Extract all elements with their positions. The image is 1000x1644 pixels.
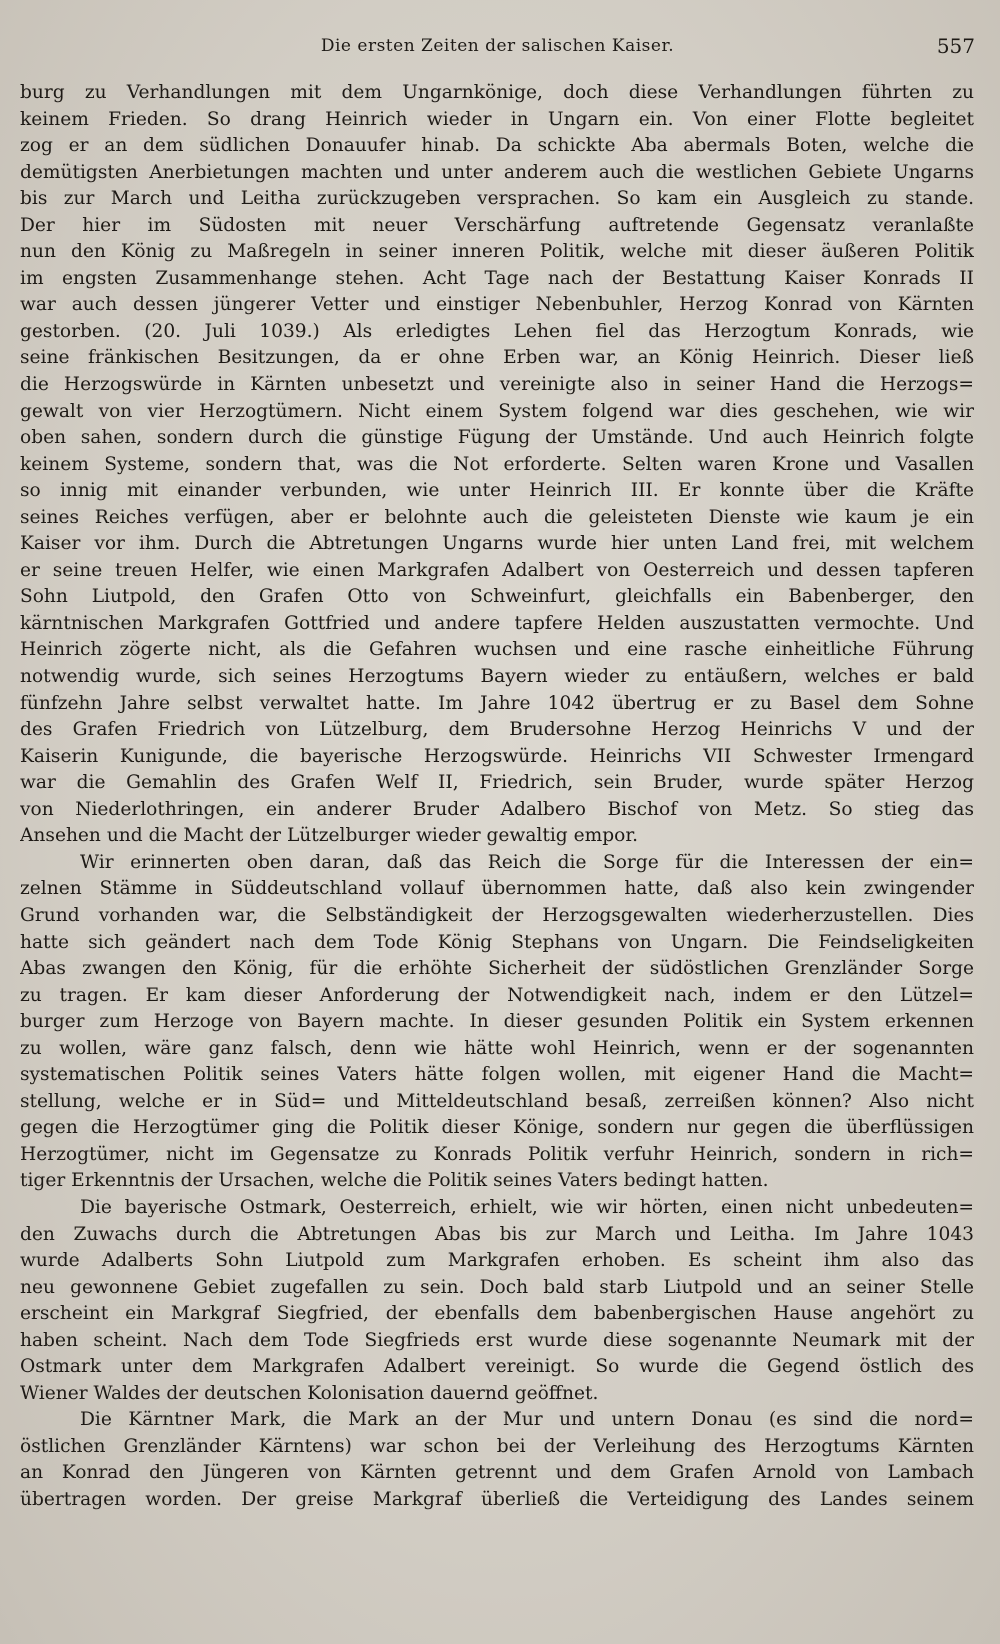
text-line: Heinrich zögerte nicht, als die Gefahren wuchsen und eine rasche einheitliche Führung — [20, 639, 974, 661]
text-line: systematischen Politik seines Vaters hätte folgen wollen, mit eigener Hand die Macht= — [20, 1064, 974, 1086]
text-line: des Grafen Friedrich von Lützelburg, dem Brudersohne Herzog Heinrichs V und der — [20, 719, 974, 741]
body-text — [20, 80, 974, 1514]
text-line: haben scheint. Nach dem Tode Siegfrieds erst wurde diese sogenannte Neumark mit der — [20, 1329, 974, 1351]
text-line: so innig mit einander verbunden, wie unter Heinrich III. Er konnte über die Kräfte — [20, 480, 974, 502]
text-line: Sohn Liutpold, den Grafen Otto von Schweinfurt, gleichfalls ein Babenberger, den — [20, 586, 974, 608]
text-line: zelnen Stämme in Süddeutschland vollauf übernommen hatte, daß also kein zwingender — [20, 878, 974, 900]
paragraph — [20, 80, 974, 850]
paragraph — [20, 1195, 974, 1407]
text-line: Wir erinnerten oben daran, daß das Reich die Sorge für die Interessen der ein= — [80, 851, 974, 873]
text-line: Grund vorhanden war, die Selbständigkeit der Herzogsgewalten wiederherzustellen. Dies — [20, 904, 974, 926]
text-line: gestorben. (20. Juli 1039.) Als erledigtes Lehen fiel das Herzogtum Konrads, wie — [20, 320, 974, 342]
text-line: gegen die Herzogtümer ging die Politik dieser Könige, sondern nur gegen die überflüssigen — [20, 1117, 974, 1139]
text-line: die Herzogswürde in Kärnten unbesetzt und vereinigte also in seiner Hand die Herzogs= — [20, 374, 974, 396]
text-line: von Niederlothringen, ein anderer Bruder Adalbero Bischof von Metz. So stieg das — [20, 798, 974, 820]
text-line: burg zu Verhandlungen mit dem Ungarnkönige, doch diese Verhandlungen führten zu — [20, 82, 974, 103]
text-line: seines Reiches verfügen, aber er belohnte auch die geleisteten Dienste wie kaum je ein — [20, 506, 974, 528]
text-line: keinem Frieden. So drang Heinrich wieder in Ungarn ein. Von einer Flotte begleitet — [20, 108, 974, 130]
text-line: Die Kärntner Mark, die Mark an der Mur und untern Donau (es sind die nord= — [80, 1409, 974, 1431]
text-line: zu wollen, wäre ganz falsch, denn wie hätte wohl Heinrich, wenn er der sogenannten — [20, 1037, 974, 1059]
text-line: hatte sich geändert nach dem Tode König Stephans von Ungarn. Die Feindseligkeiten — [20, 931, 974, 953]
text-line: oben sahen, sondern durch die günstige Fügung der Umstände. Und auch Heinrich folgte — [20, 427, 974, 449]
text-line: bis zur March und Leitha zurückzugeben versprachen. So kam ein Ausgleich zu stande. — [20, 188, 974, 210]
text-line: demütigsten Anerbietungen machten und unter anderem auch die westlichen Gebiete Ungarns — [20, 161, 974, 183]
text-line: seine fränkischen Besitzungen, da er ohne Erben war, an König Heinrich. Dieser ließ — [20, 347, 974, 369]
text-line: Die bayerische Ostmark, Oesterreich, erhielt, wie wir hörten, einen nicht unbedeuten= — [80, 1196, 974, 1218]
text-line: zu tragen. Er kam dieser Anforderung der Notwendigkeit nach, indem er den Lützel= — [20, 984, 974, 1006]
text-line: war die Gemahlin des Grafen Welf II, Friedrich, sein Bruder, wurde später Herzog — [20, 772, 974, 794]
text-line: Wiener Waldes der deutschen Kolonisation dauernd geöffnet. — [20, 1382, 599, 1404]
paragraph — [20, 850, 974, 1195]
text-line: tiger Erkenntnis der Ursachen, welche die Politik seines Vaters bedingt hatten. — [20, 1170, 769, 1192]
text-line: fünfzehn Jahre selbst verwaltet hatte. Im Jahre 1042 übertrug er zu Basel dem Sohne — [20, 692, 974, 714]
text-line: kärntnischen Markgrafen Gottfried und andere tapfere Helden auszustatten vermochte. Und — [20, 612, 974, 634]
page-number: 557 — [936, 34, 975, 58]
text-line: Abas zwangen den König, für die erhöhte Sicherheit der südöstlichen Grenzländer Sorge — [20, 958, 974, 980]
text-line: übertragen worden. Der greise Markgraf überließ die Verteidigung des Landes seinem — [20, 1488, 974, 1510]
text-line: Herzogtümer, nicht im Gegensatze zu Konrads Politik verfuhr Heinrich, sondern in rich= — [20, 1143, 974, 1165]
text-line: zog er an dem südlichen Donauufer hinab. Da schickte Aba abermals Boten, welche die — [20, 135, 974, 157]
text-line: keinem Systeme, sondern that, was die Not erforderte. Selten waren Krone und Vasallen — [20, 453, 974, 475]
text-line: Der hier im Südosten mit neuer Verschärfung auftretende Gegensatz veranlaßte — [20, 214, 974, 236]
text-line: östlichen Grenzländer Kärntens) war schon bei der Verleihung des Herzogtums Kärnten — [20, 1435, 974, 1457]
page-header — [20, 30, 975, 64]
text-line: an Konrad den Jüngeren von Kärnten getrennt und dem Grafen Arnold von Lambach — [20, 1462, 974, 1484]
text-line: Ostmark unter dem Markgrafen Adalbert vereinigt. So wurde die Gegend östlich des — [20, 1356, 974, 1378]
text-line: im engsten Zusammenhange stehen. Acht Tage nach der Bestattung Kaiser Konrads II — [20, 267, 974, 289]
text-line: gewalt von vier Herzogtümern. Nicht einem System folgend war dies geschehen, wie wir — [20, 400, 974, 422]
text-line: den Zuwachs durch die Abtretungen Abas bis zur March und Leitha. Im Jahre 1043 — [20, 1223, 974, 1245]
text-line: notwendig wurde, sich seines Herzogtums Bayern wieder zu entäußern, welches er bald — [20, 666, 974, 688]
text-line: Kaiserin Kunigunde, die bayerische Herzogswürde. Heinrichs VII Schwester Irmengard — [20, 745, 974, 767]
text-line: er seine treuen Helfer, wie einen Markgrafen Adalbert von Oesterreich und dessen tapferen — [20, 559, 974, 581]
text-line: erscheint ein Markgraf Siegfried, der ebenfalls dem babenbergischen Hause angehört zu — [20, 1303, 974, 1325]
text-line: Ansehen und die Macht der Lützelburger wieder gewaltig empor. — [20, 825, 639, 847]
text-line: stellung, welche er in Süd= und Mitteldeutschland besaß, zerreißen können? Also nicht — [20, 1090, 974, 1112]
text-line: burger zum Herzoge von Bayern machte. In dieser gesunden Politik ein System erkennen — [20, 1011, 974, 1033]
text-line: neu gewonnene Gebiet zugefallen zu sein. Doch bald starb Liutpold und an seiner Stelle — [20, 1276, 974, 1298]
running-title: Die ersten Zeiten der salischen Kaiser. — [320, 36, 675, 56]
paragraph — [20, 1407, 974, 1513]
text-line: nun den König zu Maßregeln in seiner inneren Politik, welche mit dieser äußeren Politik — [20, 241, 974, 263]
text-line: war auch dessen jüngerer Vetter und einstiger Nebenbuhler, Herzog Konrad von Kärnten — [20, 294, 974, 316]
text-line: Kaiser vor ihm. Durch die Abtretungen Ungarns wurde hier unten Land frei, mit welchem — [20, 533, 974, 555]
text-line: wurde Adalberts Sohn Liutpold zum Markgrafen erhoben. Es scheint ihm also das — [20, 1250, 974, 1272]
